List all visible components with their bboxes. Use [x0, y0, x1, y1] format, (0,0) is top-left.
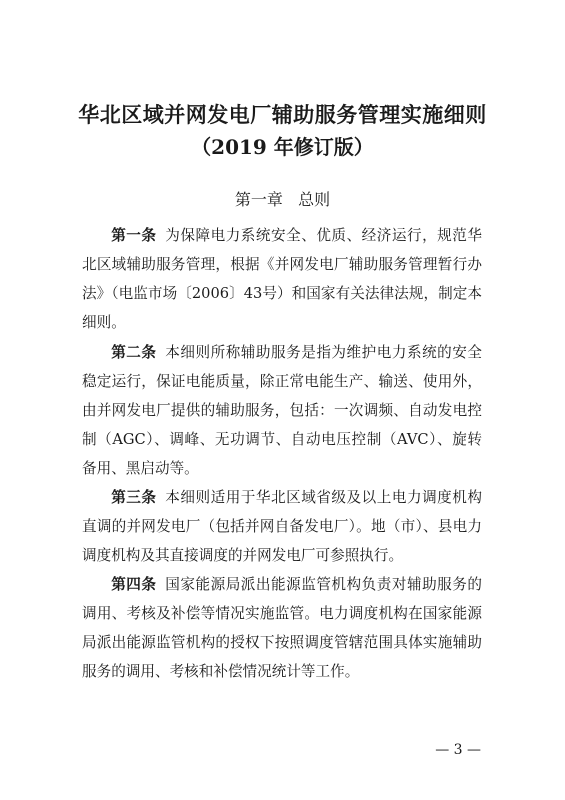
- article-2-label: 第二条: [111, 344, 157, 361]
- chapter-heading: 第一章 总则: [234, 190, 331, 209]
- page-number: — 3 —: [435, 742, 481, 758]
- article-4-label: 第四条: [111, 576, 157, 593]
- article-3-label: 第三条: [111, 489, 157, 506]
- article-4: [82, 570, 482, 686]
- article-1-text: 为保障电力系统安全、优质、经济运行，规范华北区域辅助服务管理，根据《并网发电厂辅助服务管理暂行办法》（电监市场〔2006〕43号）和国家有关法律法规，制定本细则。: [82, 227, 482, 331]
- article-1: [82, 221, 482, 337]
- article-1-label: 第一条: [111, 227, 157, 244]
- article-2-text: 本细则所称辅助服务是指为维护电力系统的安全稳定运行，保证电能质量，除正常电能生产、输送、使用外，由并网发电厂提供的辅助服务，包括：一次调频、自动发电控制（AGC）、调峰、无功调节、自动电压控制（AVC）、旋转备用、黑启动等。: [82, 344, 482, 477]
- article-4-text: 国家能源局派出能源监管机构负责对辅助服务的调用、考核及补偿等情况实施监管。电力调度机构在国家能源局派出能源监管机构的授权下按照调度管辖范围具体实施辅助服务的调用、考核和补偿情况统计等工作。: [82, 576, 482, 680]
- article-3: [82, 483, 482, 570]
- article-3-text: 本细则适用于华北区域省级及以上电力调度机构直调的并网发电厂（包括并网自备发电厂）。地（市）、县电力调度机构及其直接调度的并网发电厂可参照执行。: [82, 489, 482, 564]
- document-title: 华北区域并网发电厂辅助服务管理实施细则: [78, 102, 487, 127]
- article-2: [82, 338, 482, 483]
- document-subtitle: （2019 年修订版）: [191, 135, 374, 159]
